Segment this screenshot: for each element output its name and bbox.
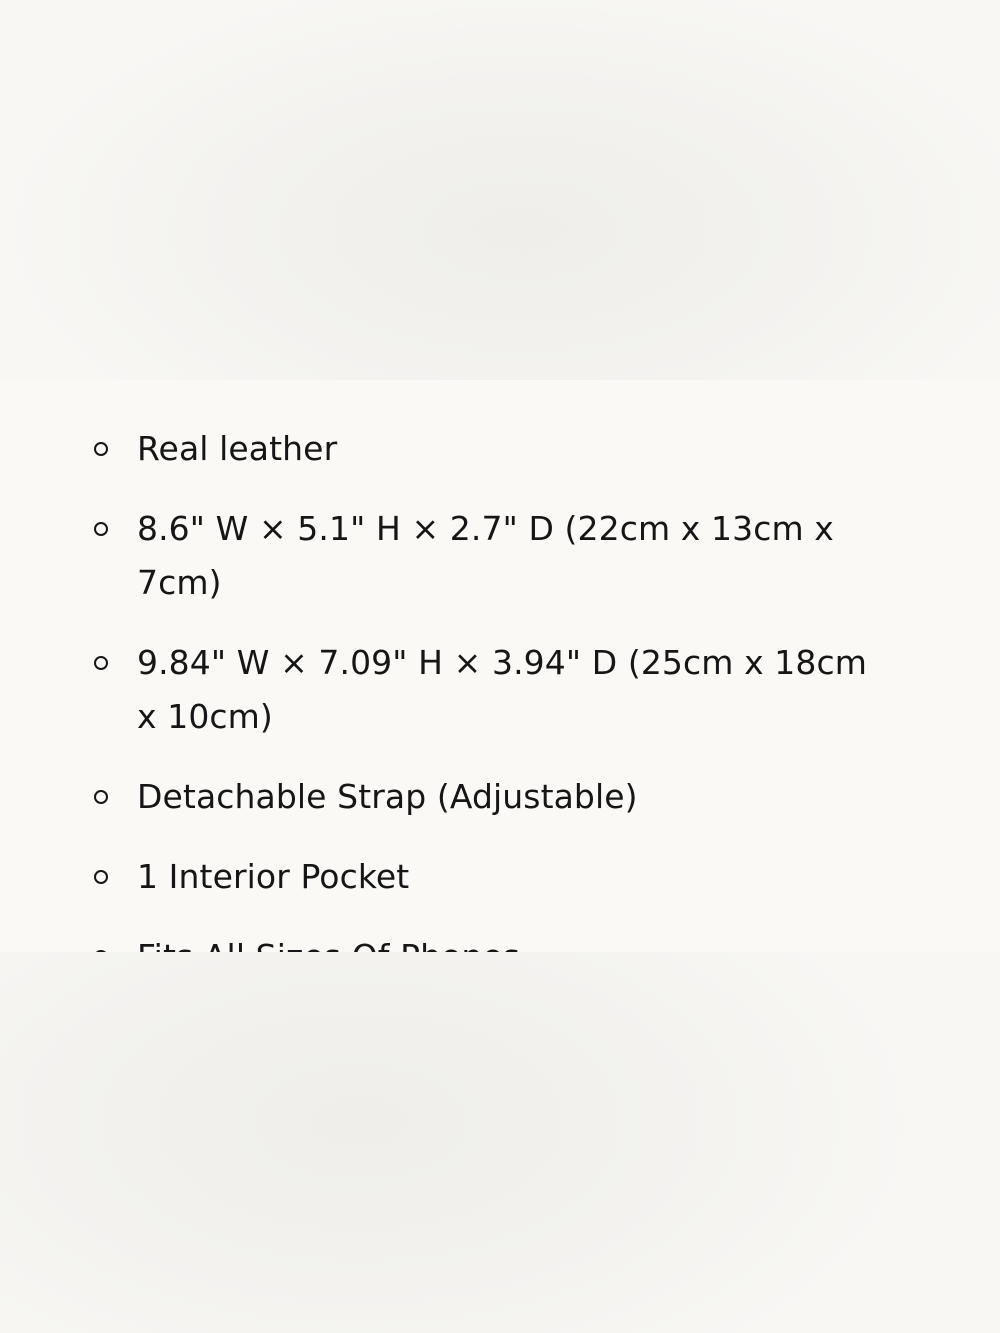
feature-label: 9.84" W × 7.09" H × 3.94" D (25cm x 18cm x 10cm)	[137, 643, 867, 736]
list-item	[0, 850, 1000, 904]
bullet-circle-icon	[94, 522, 108, 536]
list-item	[0, 636, 1000, 744]
product-features-list	[0, 422, 1000, 1010]
background-top	[0, 0, 1000, 380]
feature-label: 1 Interior Pocket	[137, 857, 410, 896]
bullet-circle-icon	[94, 442, 108, 456]
feature-label: Real leather	[137, 429, 338, 468]
list-item	[0, 422, 1000, 476]
product-features-panel	[0, 380, 1000, 952]
list-item	[0, 502, 1000, 610]
bullet-circle-icon	[94, 790, 108, 804]
feature-label: Detachable Strap (Adjustable)	[137, 777, 638, 816]
bullet-circle-icon	[94, 656, 108, 670]
list-item	[0, 770, 1000, 824]
feature-label: 8.6" W × 5.1" H × 2.7" D (22cm x 13cm x 7cm)	[137, 509, 834, 602]
bullet-circle-icon	[94, 870, 108, 884]
background-bottom	[0, 952, 1000, 1333]
